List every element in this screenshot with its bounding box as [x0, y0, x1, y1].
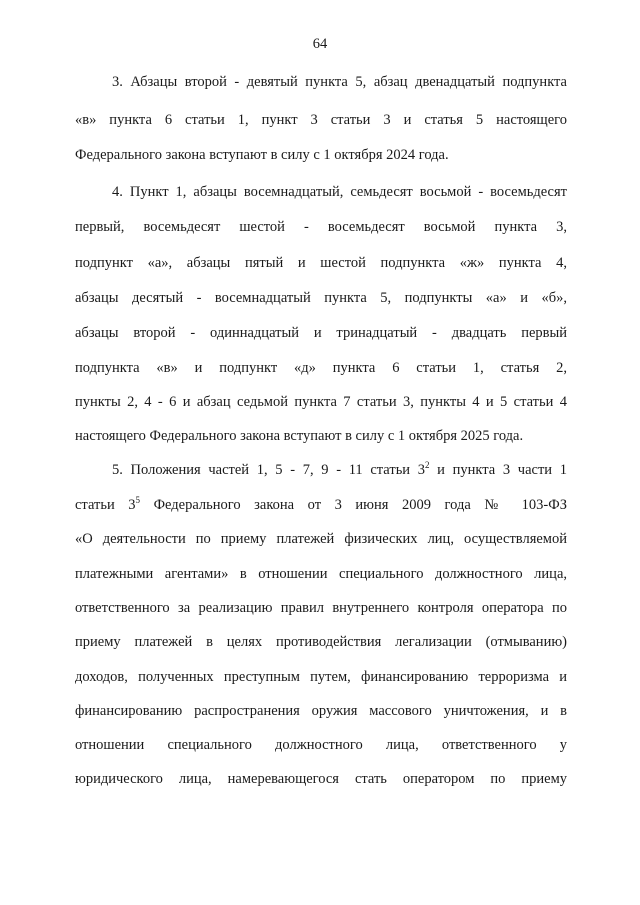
- paragraph-5-line-6: приему платежей в целях противодействия легализации (отмыванию): [75, 634, 567, 650]
- paragraph-5-line-2: статьи $3^5$ Федерального закона от 3 июня 2009 года № 103-ФЗ: [75, 495, 567, 513]
- superscript: 5: [135, 495, 141, 506]
- paragraph-4-line-6: подпункта «в» и подпункт «д» пункта 6 статьи 1, статья 2,: [75, 360, 567, 376]
- paragraph-4-line-4: абзацы десятый - восемнадцатый пункта 5, подпункты «а» и «б»,: [75, 290, 567, 306]
- paragraph-3-line-1: 3. Абзацы второй - девятый пункта 5, абзац двенадцатый подпункта: [112, 74, 567, 90]
- paragraph-4-line-7: пункты 2, 4 - 6 и абзац седьмой пункта 7 статьи 3, пункты 4 и 5 статьи 4: [75, 394, 567, 410]
- paragraph-4-line-3: подпункт «а», абзацы пятый и шестой подпункта «ж» пункта 4,: [75, 255, 567, 271]
- paragraph-4-line-1: 4. Пункт 1, абзацы восемнадцатый, семьдесят восьмой - восемьдесят: [112, 184, 567, 200]
- paragraph-4-line-2: первый, восемьдесят шестой - восемьдесят восьмой пункта 3,: [75, 219, 567, 235]
- paragraph-5-line-3: «О деятельности по приему платежей физических лиц, осуществляемой: [75, 531, 567, 547]
- paragraph-4-line-8: настоящего Федерального закона вступают в силу с 1 октября 2025 года.: [75, 428, 524, 444]
- paragraph-5-line-8: финансированию распространения оружия массового уничтожения, и в: [75, 703, 567, 719]
- paragraph-5-line-4: платежными агентами» в отношении специального должностного лица,: [75, 566, 567, 582]
- paragraph-5-line-7: доходов, полученных преступным путем, финансированию терроризма и: [75, 669, 567, 685]
- paragraph-5-line-5: ответственного за реализацию правил внутреннего контроля оператора по: [75, 600, 567, 616]
- paragraph-5-line-10: юридического лица, намеревающегося стать оператором по приему: [75, 771, 567, 787]
- paragraph-5-line-1: 5. Положения частей 1, 5 - 7, 9 - 11 статьи $3^2$ и пункта 3 части 1: [112, 460, 567, 478]
- superscript: 2: [425, 460, 430, 471]
- page-number: 64: [312, 36, 328, 52]
- paragraph-3-line-3: Федерального закона вступают в силу с 1 октября 2024 года.: [75, 147, 449, 163]
- paragraph-4-line-5: абзацы второй - одиннадцатый и тринадцатый - двадцать первый: [75, 325, 567, 341]
- paragraph-3-line-2: «в» пункта 6 статьи 1, пункт 3 статьи 3 и статья 5 настоящего: [75, 112, 567, 128]
- paragraph-5-line-9: отношении специального должностного лица, ответственного у: [75, 737, 567, 753]
